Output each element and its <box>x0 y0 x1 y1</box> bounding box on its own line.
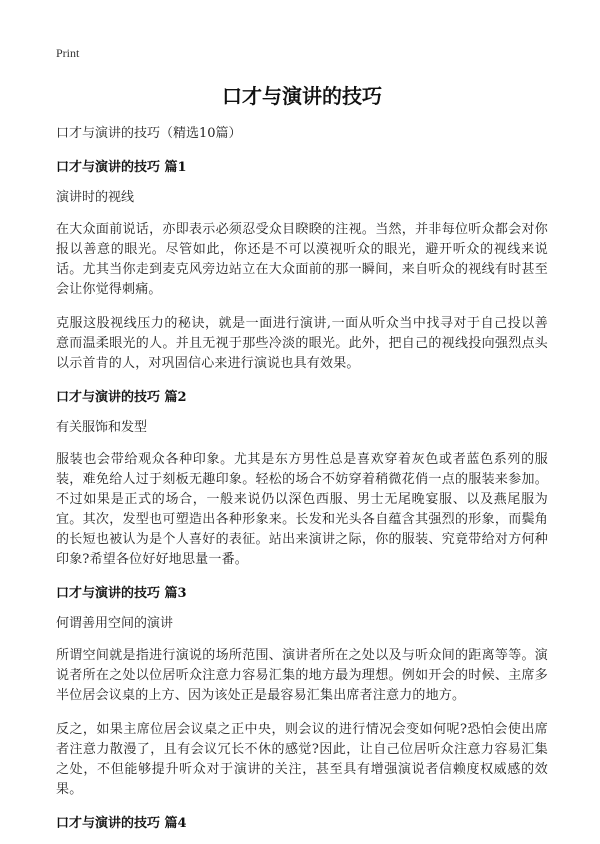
section-subheading: 何谓善用空间的演讲 <box>56 616 174 631</box>
document-page <box>56 44 548 844</box>
paragraph: 服装也会带给观众各种印象。尤其是东方男性总是喜欢穿着灰色或者蓝色系列的服装，难免给人过于刻板无趣印象。轻松的场合不妨穿着稍微花俏一点的服装来参加。不过如果是正式的场合，一般来说仍以深色西服、男士无尾晚宴服、以及燕尾服为宜。其次，发型也可塑造出各种形象来。长发和光头各自蕴含其强烈的形象，而鬓角的长短也被认为是个人喜好的表征。站出来演讲之际，你的服装、究竟带给对方何种印象?希望各位好好地思量一番。 <box>56 452 548 567</box>
page-title: 口才与演讲的技巧 <box>222 84 382 108</box>
paragraph: 所谓空间就是指进行演说的场所范围、演讲者所在之处以及与听众间的距离等等。演说者所在之处以位居听众注意力容易汇集的地方最为理想。例如开会的时候、主席多半位居会议桌的上方、因为该处正是最容易汇集出席者注意力的地方。 <box>56 648 548 703</box>
paragraph: 克服这股视线压力的秘诀，就是一面进行演讲,一面从听众当中找寻对于自己投以善意而温柔眼光的人。并且无视于那些冷淡的眼光。此外，把自己的视线投向强烈点头以示首肯的人，对巩固信心来进行演说也具有效果。 <box>56 316 548 371</box>
section-heading: 口才与演讲的技巧 篇4 <box>56 816 187 831</box>
paragraph: 反之，如果主席位居会议桌之正中央，则会议的进行情况会变如何呢?恐怕会使出席者注意力散漫了，且有会议冗长不休的感觉?因此，让自己位居听众注意力容易汇集之处，不但能够提升听众对于演讲的关注，甚至具有增强演说者信赖度权威感的效果。 <box>56 722 548 797</box>
section-subheading: 演讲时的视线 <box>56 190 135 205</box>
print-label: Print <box>56 46 80 60</box>
section-2 <box>56 388 548 570</box>
section-4 <box>56 814 548 834</box>
paragraph: 在大众面前说话，亦即表示必须忍受众目睽睽的注视。当然，并非每位听众都会对你报以善意的眼光。尽管如此，你还是不可以漠视听众的眼光，避开听众的视线来说话。尤其当你走到麦克风旁边站立在大众面前的那一瞬间，来自听众的视线有时甚至会让你觉得刺痛。 <box>56 222 548 297</box>
document-subtitle: 口才与演讲的技巧（精选10篇） <box>56 126 242 141</box>
section-heading: 口才与演讲的技巧 篇2 <box>56 390 187 405</box>
section-subheading: 有关服饰和发型 <box>56 420 148 435</box>
section-heading: 口才与演讲的技巧 篇3 <box>56 586 187 601</box>
section-heading: 口才与演讲的技巧 篇1 <box>56 160 187 175</box>
section-3 <box>56 584 548 800</box>
section-1 <box>56 158 548 374</box>
